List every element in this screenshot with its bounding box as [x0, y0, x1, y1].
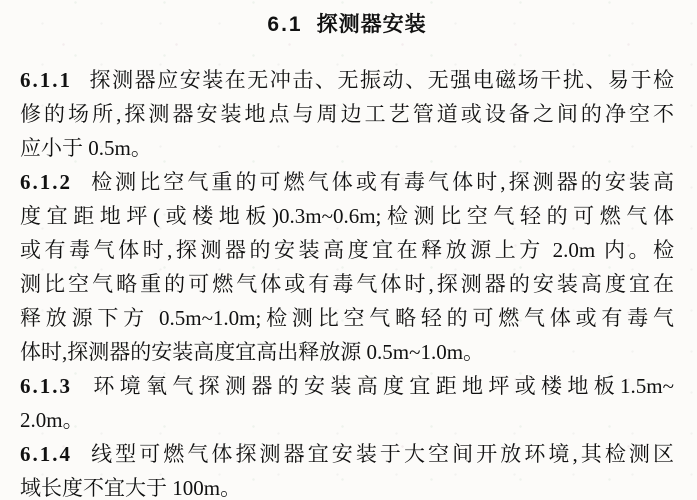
clause-6-1-3: [20, 369, 674, 437]
text-line: 体时,探测器的安装高度宜高出释放源 0.5m~1.0m。: [20, 340, 485, 364]
text-line: 域长度不宜大于 100m。: [20, 476, 242, 500]
text-line: 释放源下方 0.5m~1.0m;检测比空气略轻的可燃气体或有毒气: [20, 306, 674, 330]
clause-6-1-1: [20, 63, 674, 165]
clause-number: 6.1.4: [20, 442, 72, 466]
clause-number: 6.1.3: [20, 374, 72, 398]
text-line: [20, 437, 674, 471]
clause-text: 探测器应安装在无冲击、无振动、无强电磁场干扰、易于检: [88, 68, 674, 92]
clause-text: 检测比空气重的可燃气体或有毒气体时,探测器的安装高: [88, 170, 674, 194]
text-line: 或有毒气体时,探测器的安装高度宜在释放源上方 2.0m 内。检: [20, 238, 674, 262]
text-line: [20, 63, 674, 97]
clause-text: 线型可燃气体探测器宜安装于大空间开放环境,其检测区: [88, 442, 674, 466]
clause-text: 环境氧气探测器的安装高度宜距地坪或楼地板1.5m~: [88, 374, 674, 398]
clause-number: 6.1.2: [20, 170, 72, 194]
clause-number: 6.1.1: [20, 68, 72, 92]
text-line: [20, 165, 674, 199]
text-line: 修的场所,探测器安装地点与周边工艺管道或设备之间的净空不: [20, 102, 674, 126]
text-line: 度宜距地坪(或楼地板)0.3m~0.6m;检测比空气轻的可燃气体: [20, 204, 674, 228]
title-section-number: 6.1: [267, 13, 303, 36]
text-line: 应小于 0.5m。: [20, 136, 152, 160]
text-line: [20, 369, 674, 403]
clause-6-1-2: [20, 165, 674, 369]
document-body: [20, 63, 674, 500]
text-line: 测比空气略重的可燃气体或有毒气体时,探测器的安装高度宜在: [20, 272, 674, 296]
page-title: [20, 12, 674, 38]
title-text: 探测器安装: [316, 13, 427, 36]
clause-6-1-4: [20, 437, 674, 500]
text-line: 2.0m。: [20, 408, 84, 432]
